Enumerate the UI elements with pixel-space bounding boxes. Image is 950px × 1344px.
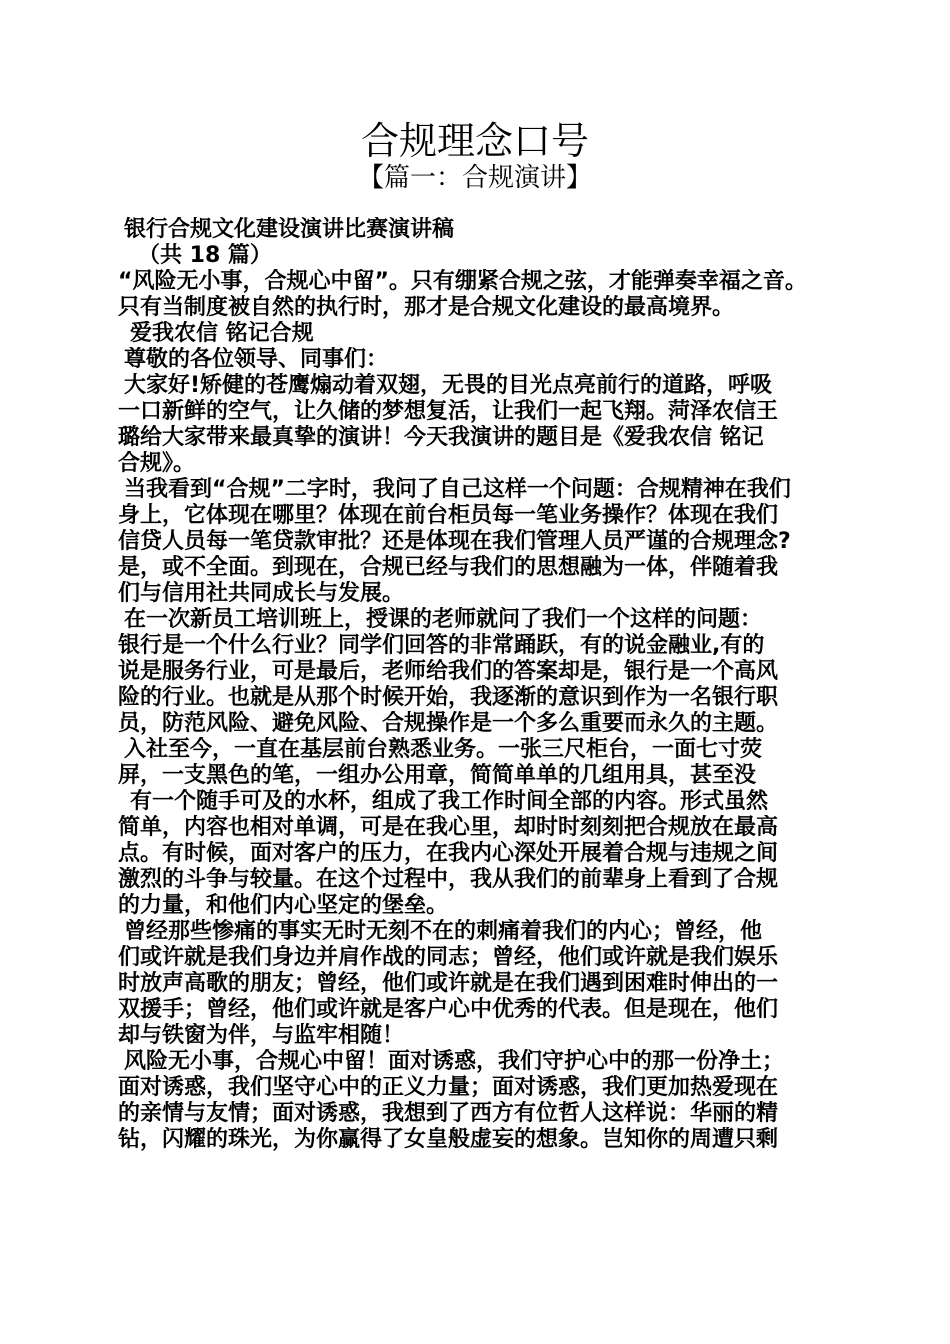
paragraph-line: 身上，它体现在哪里？体现在前台柜员每一笔业务操作？体现在我们 bbox=[118, 503, 779, 528]
salutation-line: 尊敬的各位领导、同事们： bbox=[124, 347, 389, 372]
paragraph-line: 双援手；曾经，他们或许就是客户心中优秀的代表。但是现在，他们 bbox=[118, 997, 779, 1022]
section-heading-line: 爱我农信 铭记合规 bbox=[130, 321, 314, 346]
paragraph-line: 简单，内容也相对单调，可是在我心里，却时时刻刻把合规放在最高 bbox=[118, 815, 779, 840]
paragraph-line: 屏，一支黑色的笔，一组办公用章，简简单单的几组用具，甚至没 bbox=[118, 763, 757, 788]
paragraph-line: 时放声高歌的朋友；曾经，他们或许就是在我们遇到困难时伸出的一 bbox=[118, 971, 779, 996]
document-title: 合规理念口号 bbox=[360, 119, 589, 163]
paragraph-line: 点。有时候，面对客户的压力，在我内心深处开展着合规与违规之间 bbox=[118, 841, 779, 866]
paragraph-line: 员，防范风险、避免风险、合规操作是一个多么重要而永久的主题。 bbox=[118, 711, 779, 736]
paragraph-line: 激烈的斗争与较量。在这个过程中，我从我们的前辈身上看到了合规 bbox=[118, 867, 779, 892]
paragraph-line: 们或许就是我们身边并肩作战的同志；曾经，他们或许就是我们娱乐 bbox=[118, 945, 779, 970]
paragraph-line: 风险无小事，合规心中留！面对诱惑，我们守护心中的那一份净土； bbox=[124, 1049, 785, 1074]
paragraph-line: 一口新鲜的空气，让久储的梦想复活，让我们一起飞翔。菏泽农信王 bbox=[118, 399, 779, 424]
paragraph-line: 的亲情与友情；面对诱惑，我想到了西方有位哲人这样说：华丽的精 bbox=[118, 1101, 779, 1126]
paragraph-line: 入社至今，一直在基层前台熟悉业务。一张三尺柜台，一面七寸荧 bbox=[124, 737, 763, 762]
paragraph-line: 说是服务行业，可是最后，老师给我们的答案却是，银行是一个高风 bbox=[118, 659, 779, 684]
paragraph-line: 是，或不全面。到现在，合规已经与我们的思想融为一体，伴随着我 bbox=[118, 555, 779, 580]
paragraph-line: 当我看到“合规”二字时，我问了自己这样一个问题：合规精神在我们 bbox=[124, 477, 791, 502]
document-body bbox=[118, 217, 838, 1153]
paragraph-line: 璐给大家带来最真挚的演讲！今天我演讲的题目是《爱我农信 铭记 bbox=[118, 425, 764, 450]
paragraph-line: 合规》。 bbox=[118, 451, 196, 476]
paragraph-line: 只有当制度被自然的执行时，那才是合规文化建设的最高境界。 bbox=[118, 295, 735, 320]
paragraph-line: 们与信用社共同成长与发展。 bbox=[118, 581, 405, 606]
paragraph-line: 险的行业。也就是从那个时候开始，我逐渐的意识到作为一名银行职 bbox=[118, 685, 779, 710]
paragraph-line: 面对诱惑，我们坚守心中的正义力量；面对诱惑，我们更加热爱现在 bbox=[118, 1075, 779, 1100]
paragraph-line: 大家好!矫健的苍鹰煽动着双翅，无畏的目光点亮前行的道路，呼吸 bbox=[124, 373, 773, 398]
speech-title-line: 银行合规文化建设演讲比赛演讲稿 bbox=[124, 217, 455, 242]
paragraph-line: “风险无小事，合规心中留”。只有绷紧合规之弦，才能弹奏幸福之音。 bbox=[118, 269, 807, 294]
paragraph-line: 银行是一个什么行业？同学们回答的非常踊跃，有的说金融业,有的 bbox=[118, 633, 765, 658]
paragraph-line: 钻，闪耀的珠光，为你赢得了女皇般虚妄的想象。岂知你的周遭只剩 bbox=[118, 1127, 779, 1152]
paragraph-line: 却与铁窗为伴，与监牢相随！ bbox=[118, 1023, 405, 1048]
paragraph-line: 在一次新员工培训班上，授课的老师就问了我们一个这样的问题： bbox=[124, 607, 763, 632]
paragraph-line: 信贷人员每一笔贷款审批？还是体现在我们管理人员严谨的合规理念? bbox=[118, 529, 791, 554]
document-subtitle: 【篇一：合规演讲】 bbox=[357, 163, 592, 193]
paragraph-line: 的力量，和他们内心坚定的堡垒。 bbox=[118, 893, 449, 918]
speech-count-line: （共 18 篇） bbox=[138, 243, 272, 268]
paragraph-line: 曾经那些惨痛的事实无时无刻不在的刺痛着我们的内心；曾经，他 bbox=[124, 919, 763, 944]
paragraph-line: 有一个随手可及的水杯，组成了我工作时间全部的内容。形式虽然 bbox=[130, 789, 769, 814]
